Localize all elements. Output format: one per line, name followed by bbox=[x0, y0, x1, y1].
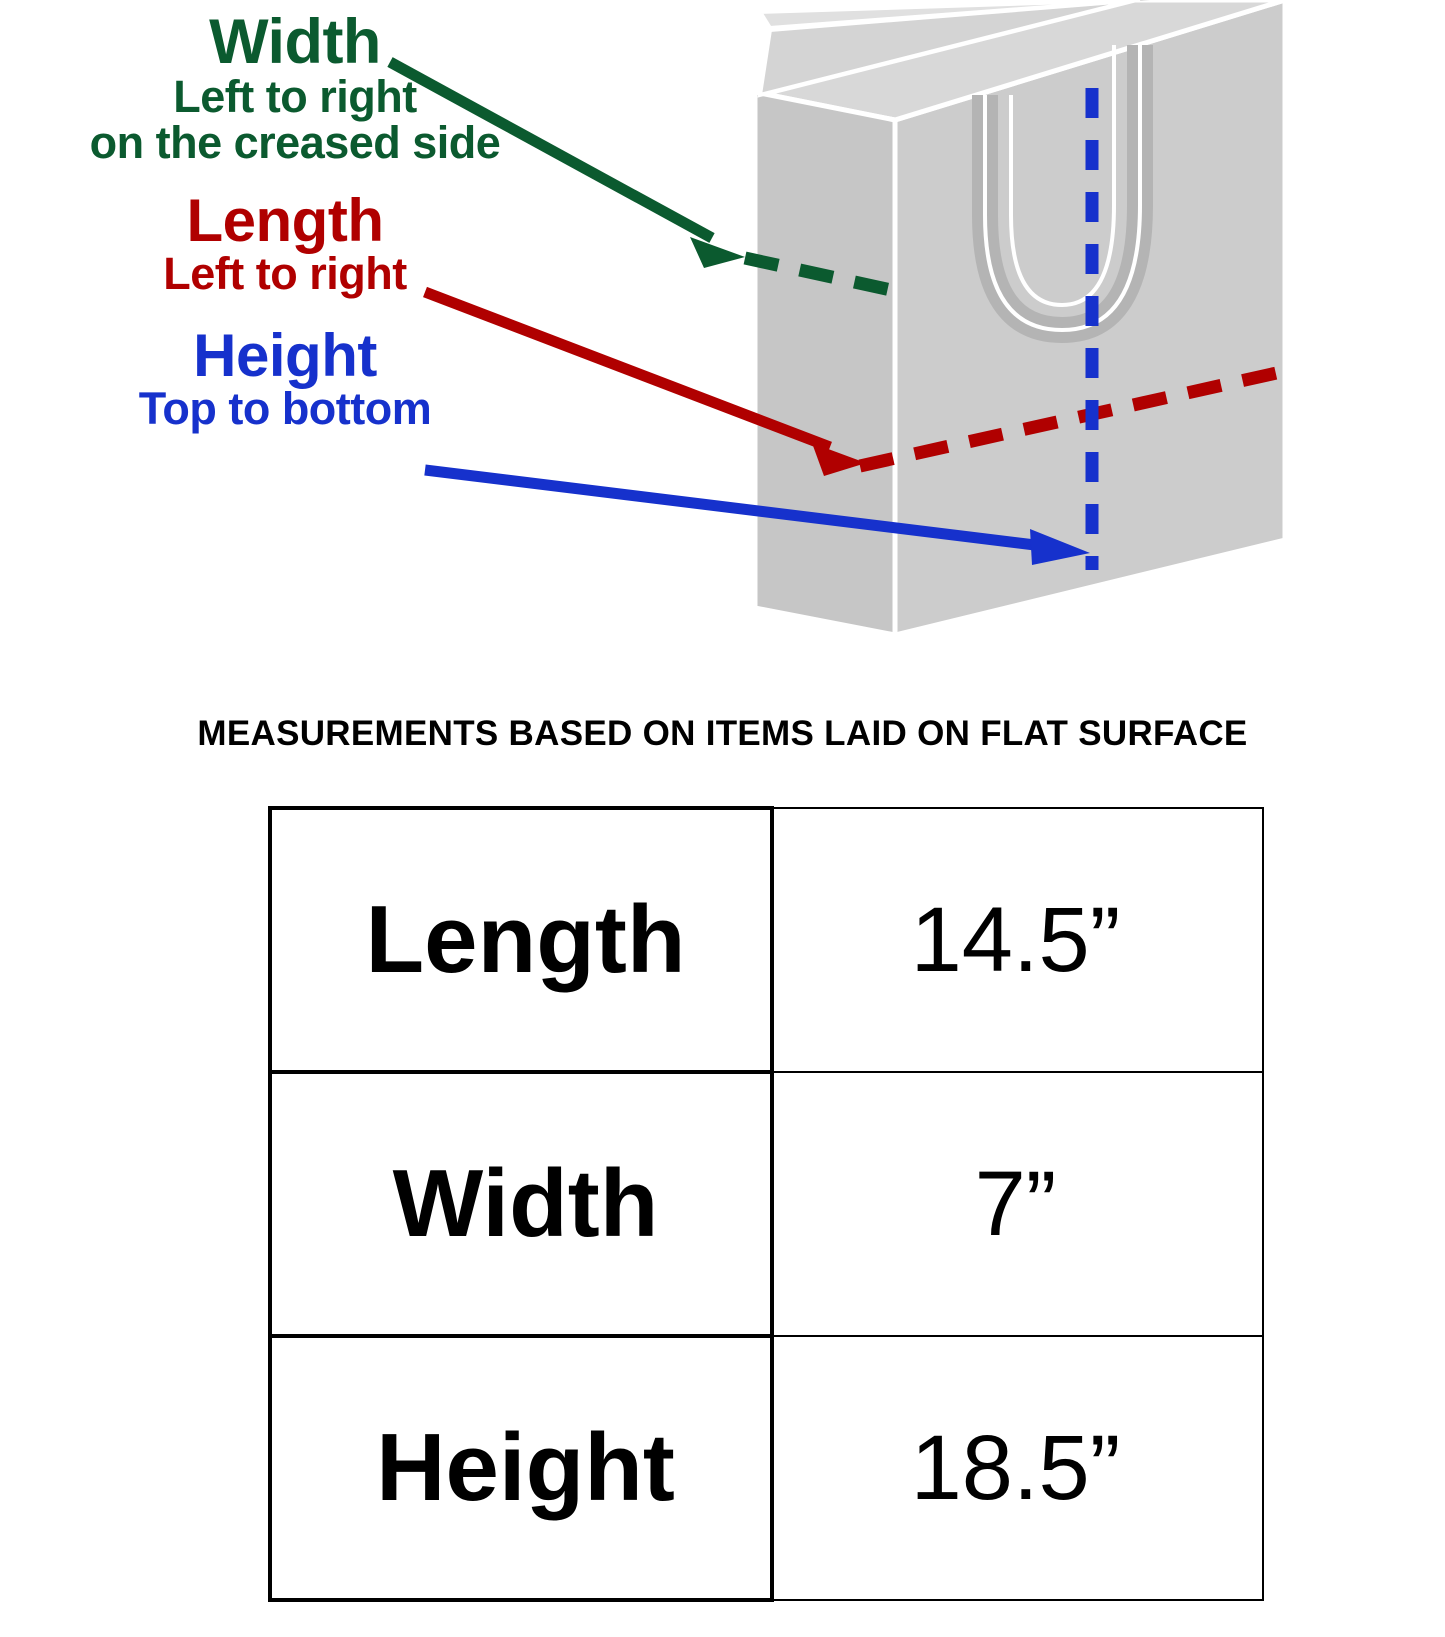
legend-subtitle-height-line1: Top to bottom bbox=[138, 383, 432, 435]
row-value-height: 18.5” bbox=[772, 1336, 1263, 1600]
legend-title-height: Height bbox=[193, 322, 377, 390]
legend-subtitle-width-line1: Left to right bbox=[173, 71, 417, 123]
page-caption: MEASUREMENTS BASED ON ITEMS LAID ON FLAT SURFACE bbox=[197, 714, 1248, 753]
row-value-width: 7” bbox=[772, 1072, 1263, 1336]
row-value-length: 14.5” bbox=[772, 808, 1263, 1072]
row-label-width: Width bbox=[270, 1072, 772, 1336]
row-label-length: Length bbox=[270, 808, 772, 1072]
legend-title-width: Width bbox=[209, 7, 381, 77]
measurements-table bbox=[268, 806, 1264, 1602]
bag-diagram bbox=[0, 0, 1445, 700]
table-row bbox=[270, 808, 1263, 1072]
legend-title-length: Length bbox=[186, 187, 384, 255]
table-row bbox=[270, 1336, 1263, 1600]
table-row bbox=[270, 1072, 1263, 1336]
legend-subtitle-length-line1: Left to right bbox=[163, 248, 407, 300]
row-label-height: Height bbox=[270, 1336, 772, 1600]
width-arrow-icon bbox=[390, 62, 745, 268]
legend-subtitle-width-line2: on the creased side bbox=[89, 117, 501, 169]
